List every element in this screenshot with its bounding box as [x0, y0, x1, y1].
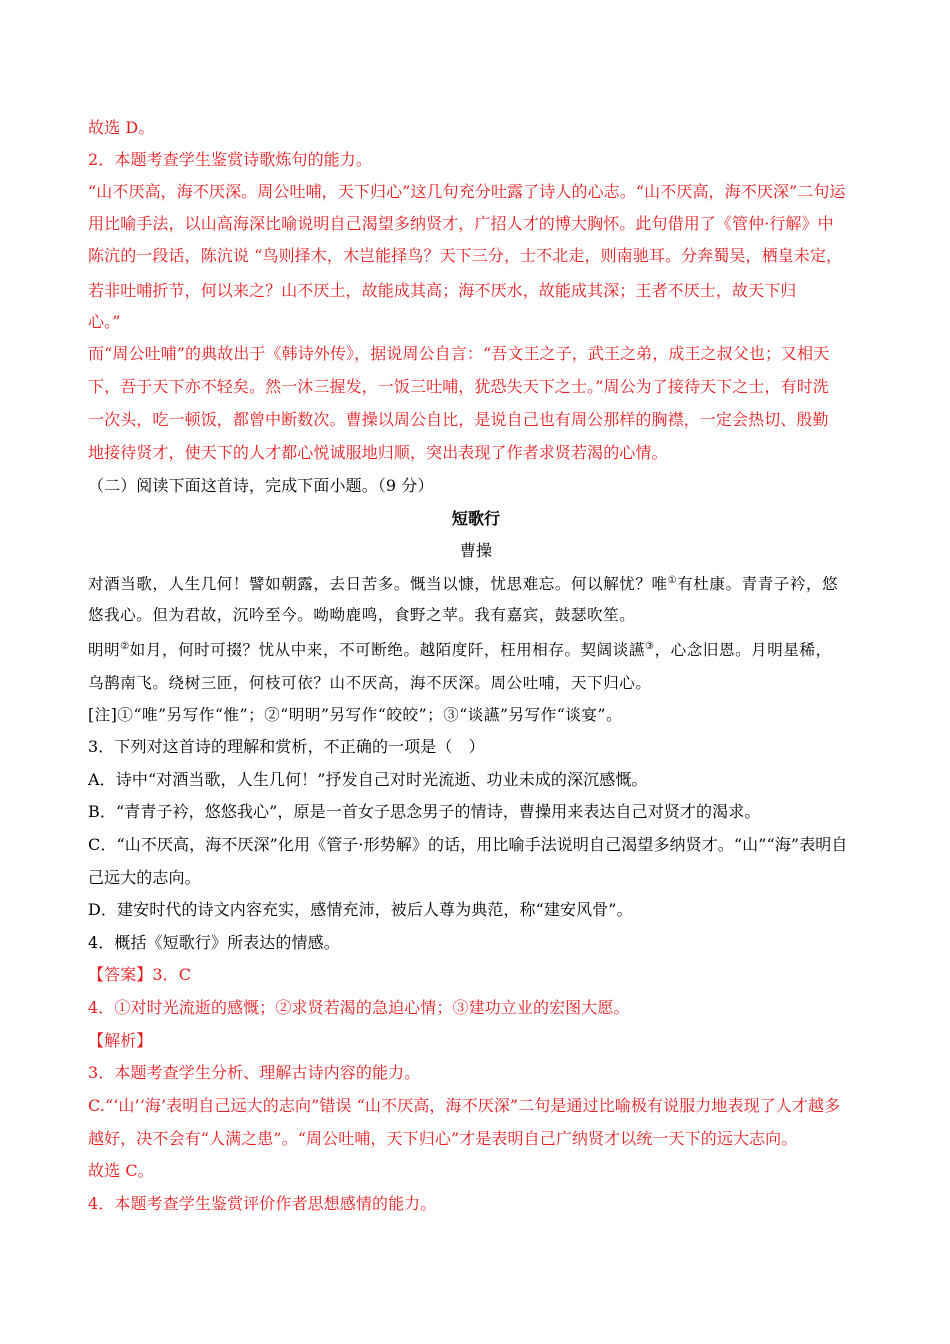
text-line: 一次头，吃一顿饭，都曾中断数次。曹操以周公自比，是说自己也有周公那样的胸襟，一定会热切、殷勤 [88, 410, 829, 429]
poem-title: 短歌行 [451, 509, 501, 528]
analysis-4: 4．本题考查学生鉴赏评价作者思想感情的能力。 [88, 1194, 437, 1213]
text-line: 心。” [88, 312, 121, 331]
analysis-label: 【解析】 [88, 1031, 153, 1050]
poem-line: 悠我心。但为君故，沉吟至今。呦呦鹿鸣，食野之苹。我有嘉宾，鼓瑟吹笙。 [88, 606, 636, 624]
text-line: 若非吐哺折节，何以来之？山不厌土，故能成其高；海不厌水，故能成其深；王者不厌士，故天下归 [88, 281, 797, 300]
text-line: 2．本题考查学生鉴赏诗歌炼句的能力。 [88, 150, 372, 169]
text-line: 而“周公吐哺”的典故出于《韩诗外传》，据说周公自言：“吾文王之子，武王之弟，成王之叔父也；又相天 [88, 344, 830, 363]
footnote-marker: ② [120, 640, 130, 652]
text-line: 故选 D。 [88, 118, 155, 137]
text-line: 陈沆的一段话，陈沆说 “鸟则择木，木岂能择鸟？天下三分，士不北走，则南驰耳。分奔蜀吴，栖皇未定， [88, 246, 843, 265]
option-c-cont: 己远大的志向。 [88, 868, 201, 887]
poem-author: 曹操 [459, 541, 493, 560]
text-line: 下，吾于天下亦不轻矣。然一沐三握发，一饭三吐哺，犹恐失天下之士。”周公为了接待天下之士，有时洗 [88, 377, 829, 396]
poem-line: 乌鹊南飞。绕树三匝，何枝可依？山不厌高，海不厌深。周公吐哺，天下归心。 [88, 674, 652, 692]
text-line: “山不厌高，海不厌深。周公吐哺，天下归心”这几句充分吐露了诗人的心志。“山不厌高，海不厌深”二句运 [88, 182, 846, 201]
question-4: 4．概括《短歌行》所表达的情感。 [88, 933, 340, 952]
option-a: A．诗中“对酒当歌，人生几何！”抒发自己对时光流逝、功业未成的深沉感慨。 [88, 770, 648, 789]
analysis-3: 3．本题考查学生分析、理解古诗内容的能力。 [88, 1063, 421, 1082]
footnote-marker: ③ [644, 640, 655, 652]
poem-line: 对酒当歌，人生几何！譬如朝露，去日苦多。慨当以慷，忧思难忘。何以解忧？唯①有杜康。青青子衿，悠 [88, 574, 839, 593]
question-3: 3．下列对这首诗的理解和赏析，不正确的一项是（ ） [88, 737, 485, 756]
option-d: D．建安时代的诗文内容充实，感情充沛，被后人尊为典范，称“建安风骨”。 [88, 900, 633, 919]
text-line: 用比喻手法，以山高海深比喻说明自己渴望多纳贤才，广招人才的博大胸怀。此句借用了《管仲·行解》中 [88, 214, 834, 233]
footnote-marker: ① [667, 574, 678, 586]
text-line: 地接待贤才，使天下的人才都心悦诚服地归顺，突出表现了作者求贤若渴的心情。 [88, 443, 668, 462]
poem-note: [注]①“唯”另写作“惟”；②“明明”另写作“皎皎”；③“谈讌”另写作“谈宴”。 [88, 706, 623, 724]
analysis-3-c: C.“‘山’‘海’表明自己远大的志向”错误 “山不厌高，海不厌深”二句是通过比喻极有说服力地表现了人才越多 [88, 1096, 841, 1115]
section-heading: （二）阅读下面这首诗，完成下面小题。（9 分） [88, 476, 434, 495]
answer-label: 【答案】3．C [88, 965, 192, 984]
option-b: B．“青青子衿，悠悠我心”，原是一首女子思念男子的情诗，曹操用来表达自己对贤才的渴求。 [88, 802, 761, 821]
poem-line: 明明②如月，何时可掇？忧从中来，不可断绝。越陌度阡，枉用相存。契阔谈讌③，心念旧恩。月明星稀， [88, 640, 832, 659]
answer-4: 4．①对时光流逝的感慨；②求贤若渴的急迫心情；③建功立业的宏图大愿。 [88, 998, 630, 1017]
analysis-3-select: 故选 C。 [88, 1161, 154, 1180]
option-c: C．“山不厌高，海不厌深”化用《管子·形势解》的话，用比喻手法说明自己渴望多纳贤才。“山”“海”表明自 [88, 835, 848, 854]
analysis-3-c-cont: 越好，决不会有“人满之患”。“周公吐哺，天下归心”才是表明自己广纳贤才以统一天下的远大志向。 [88, 1129, 798, 1148]
